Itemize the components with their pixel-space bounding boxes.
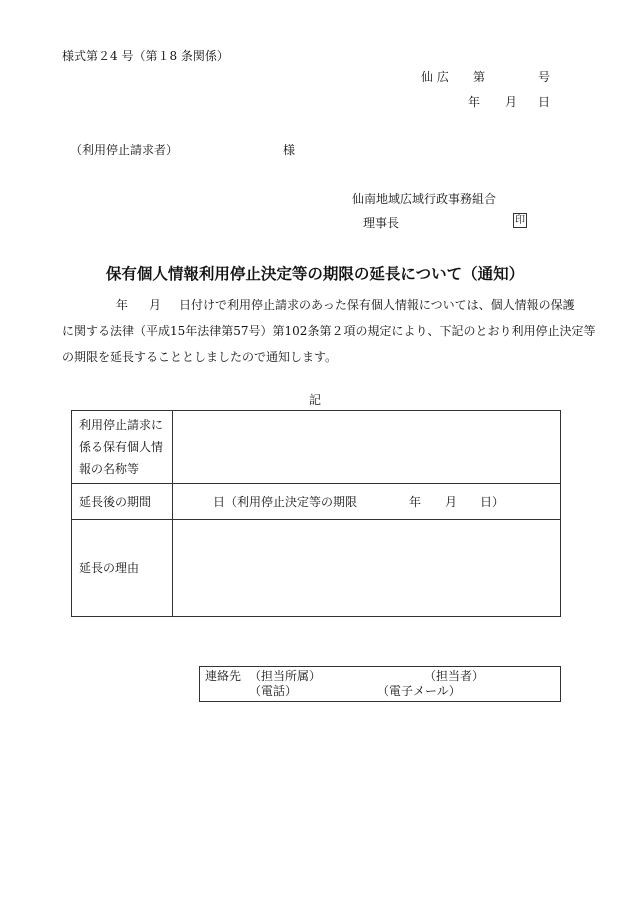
label-extended-period: 延長後の期間 <box>72 484 173 520</box>
table-row-extended-period <box>72 484 561 520</box>
contact-dept: （担当所属） <box>249 669 322 683</box>
period-day-close: 日） <box>480 495 505 509</box>
body-paragraph <box>62 292 596 370</box>
doc-number-go: 号 <box>538 70 551 84</box>
contact-phone: （電話） <box>249 684 298 698</box>
contact-cell <box>200 667 561 702</box>
contact-label: 連絡先 <box>205 669 242 683</box>
doc-number-dai: 第 <box>473 70 486 84</box>
body-line-1 <box>62 292 575 318</box>
label-target-info-line: 係る保有個人情 <box>79 440 164 454</box>
sender-title: 理事長 <box>363 216 400 230</box>
date-month: 月 <box>505 95 518 109</box>
body-line-2: に関する法律（平成15年法律第57号）第102条第２項の規定により、下記のとおり利用停止決定等 <box>62 324 596 338</box>
body-line-1-text: 日付けで利用停止請求のあった保有個人情報については、個人情報の保護 <box>179 298 575 312</box>
document-number <box>421 68 550 85</box>
doc-number-prefix: 仙 広 <box>421 70 449 84</box>
label-target-info-line: 報の名称等 <box>79 462 140 476</box>
period-day-text: 日（利用停止決定等の期限 <box>213 495 358 509</box>
seal-mark: 印 <box>515 215 525 226</box>
label-target-info-line: 利用停止請求に <box>79 418 164 432</box>
value-target-info[interactable] <box>173 411 561 484</box>
value-extended-period[interactable] <box>173 484 561 520</box>
value-extension-reason[interactable] <box>173 520 561 617</box>
period-month: 月 <box>445 495 458 509</box>
date-year: 年 <box>468 95 481 109</box>
date-day: 日 <box>538 95 551 109</box>
label-extension-reason: 延長の理由 <box>72 520 173 617</box>
recipient-honorific: 様 <box>283 143 296 157</box>
detail-table <box>71 410 561 617</box>
body-line-3: の期限を延長することとしましたので通知します。 <box>62 350 338 364</box>
table-row-extension-reason <box>72 520 561 617</box>
body-month: 月 <box>149 298 162 312</box>
contact-email: （電子メール） <box>377 684 461 698</box>
contact-line-1 <box>205 669 555 684</box>
period-year: 年 <box>409 495 422 509</box>
body-year: 年 <box>116 298 129 312</box>
document-title: 保有個人情報利用停止決定等の期限の延長について（通知） <box>105 265 525 283</box>
form-number: 様式第２4 号（第１8 条関係） <box>62 49 229 63</box>
ki-heading: 記 <box>308 393 321 407</box>
contact-line-2 <box>205 684 555 699</box>
sender-organization: 仙南地域広域行政事務組合 <box>352 192 497 206</box>
table-row-target-info <box>72 411 561 484</box>
label-target-info <box>72 411 173 484</box>
document-date <box>468 93 550 110</box>
recipient-label: （利用停止請求者） <box>70 143 179 157</box>
contact-person: （担当者） <box>424 669 485 683</box>
contact-box <box>199 666 561 702</box>
